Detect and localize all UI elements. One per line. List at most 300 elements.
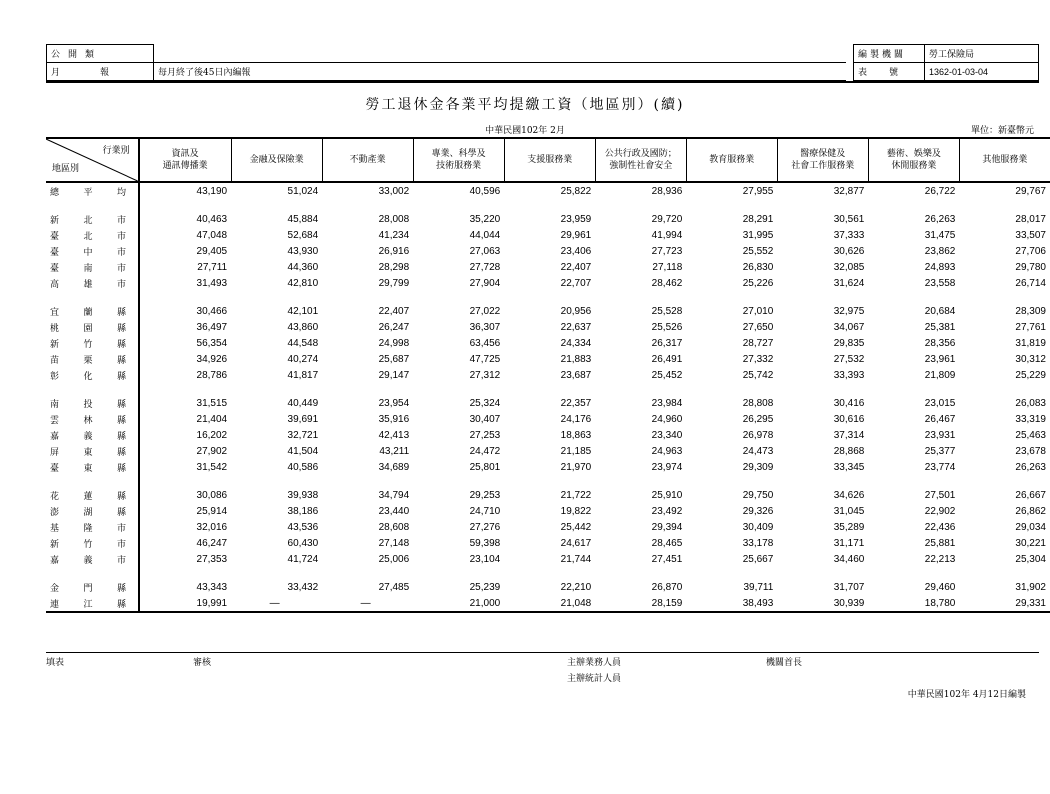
column-header-text: 支援服務業	[527, 155, 573, 165]
table-cell: 28,159	[595, 595, 686, 612]
table-cell: 24,472	[469, 445, 501, 457]
table-cell: 43,860	[287, 321, 319, 333]
group-spacer	[46, 475, 1050, 487]
table-cell: 25,822	[560, 185, 592, 197]
table-cell: 26,916	[378, 245, 410, 257]
table-cell: 27,010	[742, 305, 774, 317]
table-cell: 29,394	[651, 521, 683, 533]
table-cell: 25,667	[742, 553, 774, 565]
table-row	[46, 427, 1050, 443]
region-name	[46, 411, 139, 427]
table-cell: 22,210	[560, 581, 592, 593]
region-name-text: 臺北市	[50, 231, 126, 242]
table-cell: 44,360	[287, 261, 319, 273]
wage-table	[46, 137, 1050, 613]
column-header-text: 其他服務業	[982, 155, 1028, 165]
footer-date: 中華民國102年 4月12日編製	[907, 690, 1026, 700]
column-header-text: 金融及保險業	[249, 155, 304, 165]
region-name-text: 嘉義市	[50, 555, 126, 566]
table-cell: 24,893	[924, 261, 956, 273]
table-cell: 23,558	[924, 277, 956, 289]
table-cell: 32,721	[287, 429, 319, 441]
table-cell: 43,343	[196, 581, 228, 593]
table-row	[46, 503, 1050, 519]
footer-reviewer: 審核	[193, 658, 212, 668]
table-cell: 23,931	[924, 429, 956, 441]
table-cell: 29,326	[742, 505, 774, 517]
table-cell: 23,961	[924, 353, 956, 365]
table-cell: 33,393	[833, 369, 865, 381]
table-cell: 21,883	[560, 353, 592, 365]
table-cell: 28,465	[651, 537, 683, 549]
region-name-text: 金門縣	[50, 583, 126, 594]
table-cell: 51,024	[287, 185, 319, 197]
table-cell: 46,247	[196, 537, 228, 549]
region-name-text: 基隆市	[50, 523, 126, 534]
table-cell: 44,548	[287, 337, 319, 349]
table-cell: 27,118	[652, 261, 683, 273]
column-header-text: 醫療保健及	[800, 149, 846, 159]
table-cell: 30,409	[742, 521, 774, 533]
column-header	[959, 138, 1050, 182]
table-cell: 27,706	[1015, 245, 1046, 257]
table-cell: 25,442	[560, 521, 592, 533]
table-row	[46, 259, 1050, 275]
region-name-text: 澎湖縣	[50, 507, 126, 518]
table-cell: 28,291	[742, 213, 774, 225]
table-cell: 28,936	[651, 185, 683, 197]
table-cell: 22,213	[924, 553, 956, 565]
table-cell: 39,691	[287, 413, 319, 425]
report-type-label: 月報	[47, 63, 154, 81]
table-cell: 29,309	[742, 461, 774, 473]
table-cell: 24,963	[651, 445, 683, 457]
table-cell: 21,744	[560, 553, 592, 565]
table-cell: 26,862	[1015, 505, 1046, 517]
footer-rule	[46, 652, 1039, 653]
table-cell: 31,475	[924, 229, 956, 241]
report-schedule-value: 每月終了後45日內編報	[154, 63, 846, 81]
table-cell: 23,015	[924, 397, 956, 409]
table-cell: 29,799	[378, 277, 410, 289]
table-cell: 23,440	[378, 505, 410, 517]
table-row	[46, 519, 1050, 535]
report-title: 勞工退休金各業平均提繳工資（地區別）(續)	[365, 97, 685, 113]
table-row	[46, 535, 1050, 551]
region-name	[46, 367, 139, 383]
table-row	[46, 243, 1050, 259]
table-cell: 29,460	[924, 581, 956, 593]
table-cell: 31,515	[196, 397, 228, 409]
column-header-text: 資訊及	[171, 149, 199, 159]
region-name	[46, 459, 139, 475]
region-name	[46, 182, 139, 199]
table-row	[46, 275, 1050, 291]
table-cell: 40,274	[287, 353, 319, 365]
table-cell: 31,707	[833, 581, 865, 593]
region-name-text: 屏東縣	[50, 447, 126, 458]
table-cell: 23,959	[560, 213, 592, 225]
table-cell: 25,452	[651, 369, 683, 381]
table-cell: 26,722	[924, 185, 956, 197]
table-cell: 56,354	[196, 337, 228, 349]
form-number-label: 表號	[854, 63, 925, 81]
table-cell: 23,406	[560, 245, 592, 257]
table-cell: 31,902	[1015, 581, 1046, 593]
table-cell: 27,761	[1015, 321, 1046, 333]
table-cell: 27,650	[742, 321, 774, 333]
footer-filler: 填表	[46, 658, 65, 668]
table-cell: 43,190	[196, 185, 228, 197]
table-cell: 26,295	[742, 413, 774, 425]
table-cell: 26,667	[1015, 489, 1046, 501]
table-cell: 23,774	[924, 461, 956, 473]
region-name	[46, 579, 139, 595]
table-cell: 42,810	[287, 277, 319, 289]
table-cell: 23,492	[651, 505, 683, 517]
region-name-text: 臺中市	[50, 247, 126, 258]
table-cell: 28,008	[378, 213, 410, 225]
table-cell: 34,689	[378, 461, 410, 473]
table-cell: 25,377	[924, 445, 956, 457]
table-cell: 63,456	[469, 337, 501, 349]
region-name-text: 臺南市	[50, 263, 126, 274]
region-name	[46, 443, 139, 459]
table-row	[46, 443, 1050, 459]
table-cell: 26,083	[1015, 397, 1046, 409]
table-cell: 23,687	[560, 369, 592, 381]
table-cell: 35,916	[378, 413, 410, 425]
corner-bottom-label: 地區別	[52, 164, 80, 174]
table-cell: 34,460	[833, 553, 865, 565]
table-cell: 30,626	[833, 245, 865, 257]
table-row	[46, 227, 1050, 243]
table-cell: 25,239	[469, 581, 501, 593]
table-cell: 24,960	[651, 413, 683, 425]
region-name	[46, 535, 139, 551]
region-name-text: 花蓮縣	[50, 491, 126, 502]
table-cell: 24,176	[560, 413, 592, 425]
table-cell: 25,463	[1015, 429, 1046, 441]
table-cell: 27,148	[378, 537, 410, 549]
table-cell: 30,561	[833, 213, 865, 225]
table-cell: 26,247	[378, 321, 410, 333]
table-cell: 27,532	[833, 353, 865, 365]
table-cell: 28,727	[742, 337, 774, 349]
region-name	[46, 227, 139, 243]
column-header-text: 教育服務業	[709, 155, 755, 165]
table-cell: 40,449	[287, 397, 319, 409]
public-class-label: 公開類	[47, 45, 154, 63]
table-cell: 43,930	[287, 245, 319, 257]
region-name	[46, 427, 139, 443]
table-cell: 23,974	[651, 461, 683, 473]
table-header-row	[46, 138, 1050, 182]
table-cell: 27,728	[469, 261, 501, 273]
column-header	[139, 138, 232, 182]
table-row	[46, 551, 1050, 567]
table-row	[46, 351, 1050, 367]
column-header	[686, 138, 777, 182]
column-header-text: 公共行政及國防；	[604, 149, 677, 159]
table-cell: 33,002	[378, 185, 410, 197]
table-row	[46, 579, 1050, 595]
table-cell: 36,497	[196, 321, 228, 333]
table-cell: 29,780	[1015, 261, 1046, 273]
table-cell: 27,332	[742, 353, 774, 365]
region-name-text: 臺東縣	[50, 463, 126, 474]
corner-header	[46, 138, 139, 182]
table-cell: 25,526	[651, 321, 683, 333]
table-cell: 25,687	[378, 353, 410, 365]
table-cell: 26,870	[651, 581, 683, 593]
table-row	[46, 487, 1050, 503]
table-cell: 38,493	[686, 595, 777, 612]
table-cell: 22,707	[560, 277, 592, 289]
table-cell: 25,381	[924, 321, 956, 333]
table-cell: 33,345	[833, 461, 865, 473]
table-cell: 31,542	[196, 461, 228, 473]
table-cell: 52,684	[287, 229, 319, 241]
table-cell: 21,809	[924, 369, 956, 381]
table-cell: 27,353	[196, 553, 228, 565]
region-name	[46, 487, 139, 503]
table-cell: 25,801	[469, 461, 501, 473]
table-cell: 28,356	[924, 337, 956, 349]
table-cell: 28,462	[651, 277, 683, 289]
region-name-text: 雲林縣	[50, 415, 126, 426]
table-row	[46, 411, 1050, 427]
table-cell: 60,430	[287, 537, 319, 549]
column-header	[322, 138, 413, 182]
column-header-text: 專業、科學及	[431, 149, 486, 159]
header-rule	[46, 81, 1039, 83]
table-cell: 26,978	[742, 429, 774, 441]
table-cell: 25,881	[924, 537, 956, 549]
table-cell: 26,263	[1015, 461, 1046, 473]
table-cell: 34,626	[833, 489, 865, 501]
group-spacer	[46, 567, 1050, 579]
table-cell: 24,710	[469, 505, 501, 517]
table-cell: 40,596	[469, 185, 501, 197]
region-name-text: 新北市	[50, 215, 126, 226]
footer-business-officer: 主辦業務人員	[567, 658, 622, 668]
region-name-text: 連江縣	[50, 599, 126, 610]
table-cell: 34,926	[196, 353, 228, 365]
table-cell: 19,822	[560, 505, 592, 517]
table-cell: 26,491	[651, 353, 683, 365]
table-row	[46, 335, 1050, 351]
region-name	[46, 595, 139, 612]
footer-statistics-officer: 主辦統計人員	[567, 674, 622, 684]
region-name	[46, 351, 139, 367]
table-cell: 25,914	[196, 505, 228, 517]
table-cell: 21,048	[504, 595, 595, 612]
region-name	[46, 211, 139, 227]
table-cell: 22,407	[378, 305, 410, 317]
table-cell: 21,000	[413, 595, 504, 612]
table-cell: 25,552	[742, 245, 774, 257]
region-name-text: 彰化縣	[50, 371, 126, 382]
table-cell: 25,229	[1015, 369, 1046, 381]
region-name	[46, 259, 139, 275]
table-cell: 24,473	[742, 445, 774, 457]
report-period: 中華民國102年 2月	[485, 126, 565, 136]
column-header	[595, 138, 686, 182]
table-row	[46, 211, 1050, 227]
region-name-text: 宜蘭縣	[50, 307, 126, 318]
table-cell: 41,817	[287, 369, 319, 381]
compiler-value: 勞工保險局	[925, 45, 1039, 63]
table-cell: 33,178	[742, 537, 774, 549]
region-name	[46, 275, 139, 291]
table-cell: —	[322, 595, 413, 612]
table-cell: 34,794	[378, 489, 410, 501]
table-cell: 37,314	[833, 429, 865, 441]
table-cell: 27,063	[469, 245, 501, 257]
compiler-label: 編製機關	[854, 45, 925, 63]
table-cell: 27,904	[469, 277, 501, 289]
table-row	[46, 595, 1050, 612]
table-cell: 16,202	[196, 429, 228, 441]
column-header-text: 休閒服務業	[891, 161, 937, 171]
table-cell: 45,884	[287, 213, 319, 225]
public-class-value	[154, 45, 846, 63]
region-name-text: 桃園縣	[50, 323, 126, 334]
table-cell: 29,961	[560, 229, 592, 241]
table-cell: 18,780	[868, 595, 959, 612]
table-cell: 27,451	[651, 553, 683, 565]
table-cell: 28,309	[1015, 305, 1046, 317]
table-cell: 30,616	[833, 413, 865, 425]
column-header-text: 技術服務業	[436, 161, 482, 171]
table-cell: 26,467	[924, 413, 956, 425]
table-cell: 27,902	[196, 445, 228, 457]
table-cell: 23,340	[651, 429, 683, 441]
table-cell: 59,398	[469, 537, 501, 549]
table-cell: 29,835	[833, 337, 865, 349]
table-cell: 24,998	[378, 337, 410, 349]
region-name-text: 新竹市	[50, 539, 126, 550]
table-cell: 28,808	[742, 397, 774, 409]
region-name	[46, 303, 139, 319]
table-cell: 21,970	[560, 461, 592, 473]
table-cell: 33,432	[287, 581, 319, 593]
table-cell: 27,253	[469, 429, 501, 441]
table-cell: 35,289	[833, 521, 865, 533]
group-spacer	[46, 199, 1050, 211]
table-cell: 32,016	[196, 521, 228, 533]
table-row	[46, 367, 1050, 383]
table-cell: 30,312	[1015, 353, 1046, 365]
region-name-text: 高雄市	[50, 279, 126, 290]
region-name	[46, 243, 139, 259]
table-cell: 24,617	[560, 537, 592, 549]
table-cell: 31,493	[196, 277, 228, 289]
table-cell: 29,331	[959, 595, 1050, 612]
table-cell: 31,624	[833, 277, 865, 289]
form-number-value: 1362-01-03-04	[925, 63, 1039, 81]
table-cell: 23,678	[1015, 445, 1046, 457]
table-cell: 23,862	[924, 245, 956, 257]
table-cell: 27,276	[469, 521, 501, 533]
region-name	[46, 503, 139, 519]
table-cell: 27,501	[924, 489, 956, 501]
table-row	[46, 395, 1050, 411]
table-cell: 27,723	[651, 245, 683, 257]
table-cell: 22,357	[560, 397, 592, 409]
table-cell: 22,436	[924, 521, 956, 533]
table-cell: 25,528	[651, 305, 683, 317]
table-row	[46, 303, 1050, 319]
footer-agency-head: 機關首長	[766, 658, 803, 668]
table-cell: 29,034	[1015, 521, 1046, 533]
table-cell: 28,017	[1015, 213, 1046, 225]
table-cell: 26,263	[924, 213, 956, 225]
column-header	[504, 138, 595, 182]
table-cell: 35,220	[469, 213, 501, 225]
table-cell: 30,416	[833, 397, 865, 409]
table-cell: 27,312	[469, 369, 501, 381]
table-cell: 27,022	[469, 305, 501, 317]
region-name-text: 苗栗縣	[50, 355, 126, 366]
table-cell: 22,637	[560, 321, 592, 333]
table-cell: 25,006	[378, 553, 410, 565]
group-spacer	[46, 383, 1050, 395]
table-cell: 30,221	[1015, 537, 1046, 549]
table-cell: 37,333	[833, 229, 865, 241]
table-cell: 31,045	[833, 505, 865, 517]
table-cell: 43,536	[287, 521, 319, 533]
table-row	[46, 319, 1050, 335]
table-cell: 22,902	[924, 505, 956, 517]
table-cell: 29,147	[378, 369, 410, 381]
region-name-text: 總平均	[50, 187, 126, 198]
table-cell: 41,504	[287, 445, 319, 457]
column-header	[777, 138, 868, 182]
table-cell: 30,466	[196, 305, 228, 317]
region-name	[46, 551, 139, 567]
table-cell: 27,485	[378, 581, 410, 593]
table-cell: 26,714	[1015, 277, 1046, 289]
header-right-box	[853, 44, 1039, 81]
table-cell: 21,185	[560, 445, 592, 457]
region-name-text: 新竹縣	[50, 339, 126, 350]
table-cell: 31,995	[742, 229, 774, 241]
table-cell: 22,407	[560, 261, 592, 273]
table-cell: 40,463	[196, 213, 228, 225]
table-cell: 31,171	[833, 537, 865, 549]
table-cell: 26,317	[651, 337, 683, 349]
table-cell: 21,722	[560, 489, 592, 501]
table-row	[46, 459, 1050, 475]
table-cell: —	[231, 595, 322, 612]
table-cell: 44,044	[469, 229, 501, 241]
table-cell: 28,786	[196, 369, 228, 381]
region-name	[46, 395, 139, 411]
table-cell: 30,939	[777, 595, 868, 612]
table-cell: 33,319	[1015, 413, 1046, 425]
table-cell: 36,307	[469, 321, 501, 333]
table-cell: 41,234	[378, 229, 410, 241]
table-cell: 30,086	[196, 489, 228, 501]
column-header-text: 藝術、娛樂及	[886, 149, 941, 159]
table-cell: 30,407	[469, 413, 501, 425]
table-cell: 41,994	[651, 229, 683, 241]
region-name-text: 嘉義縣	[50, 431, 126, 442]
column-header-text: 強制性社會安全	[609, 161, 673, 171]
header-left-box	[46, 44, 846, 81]
